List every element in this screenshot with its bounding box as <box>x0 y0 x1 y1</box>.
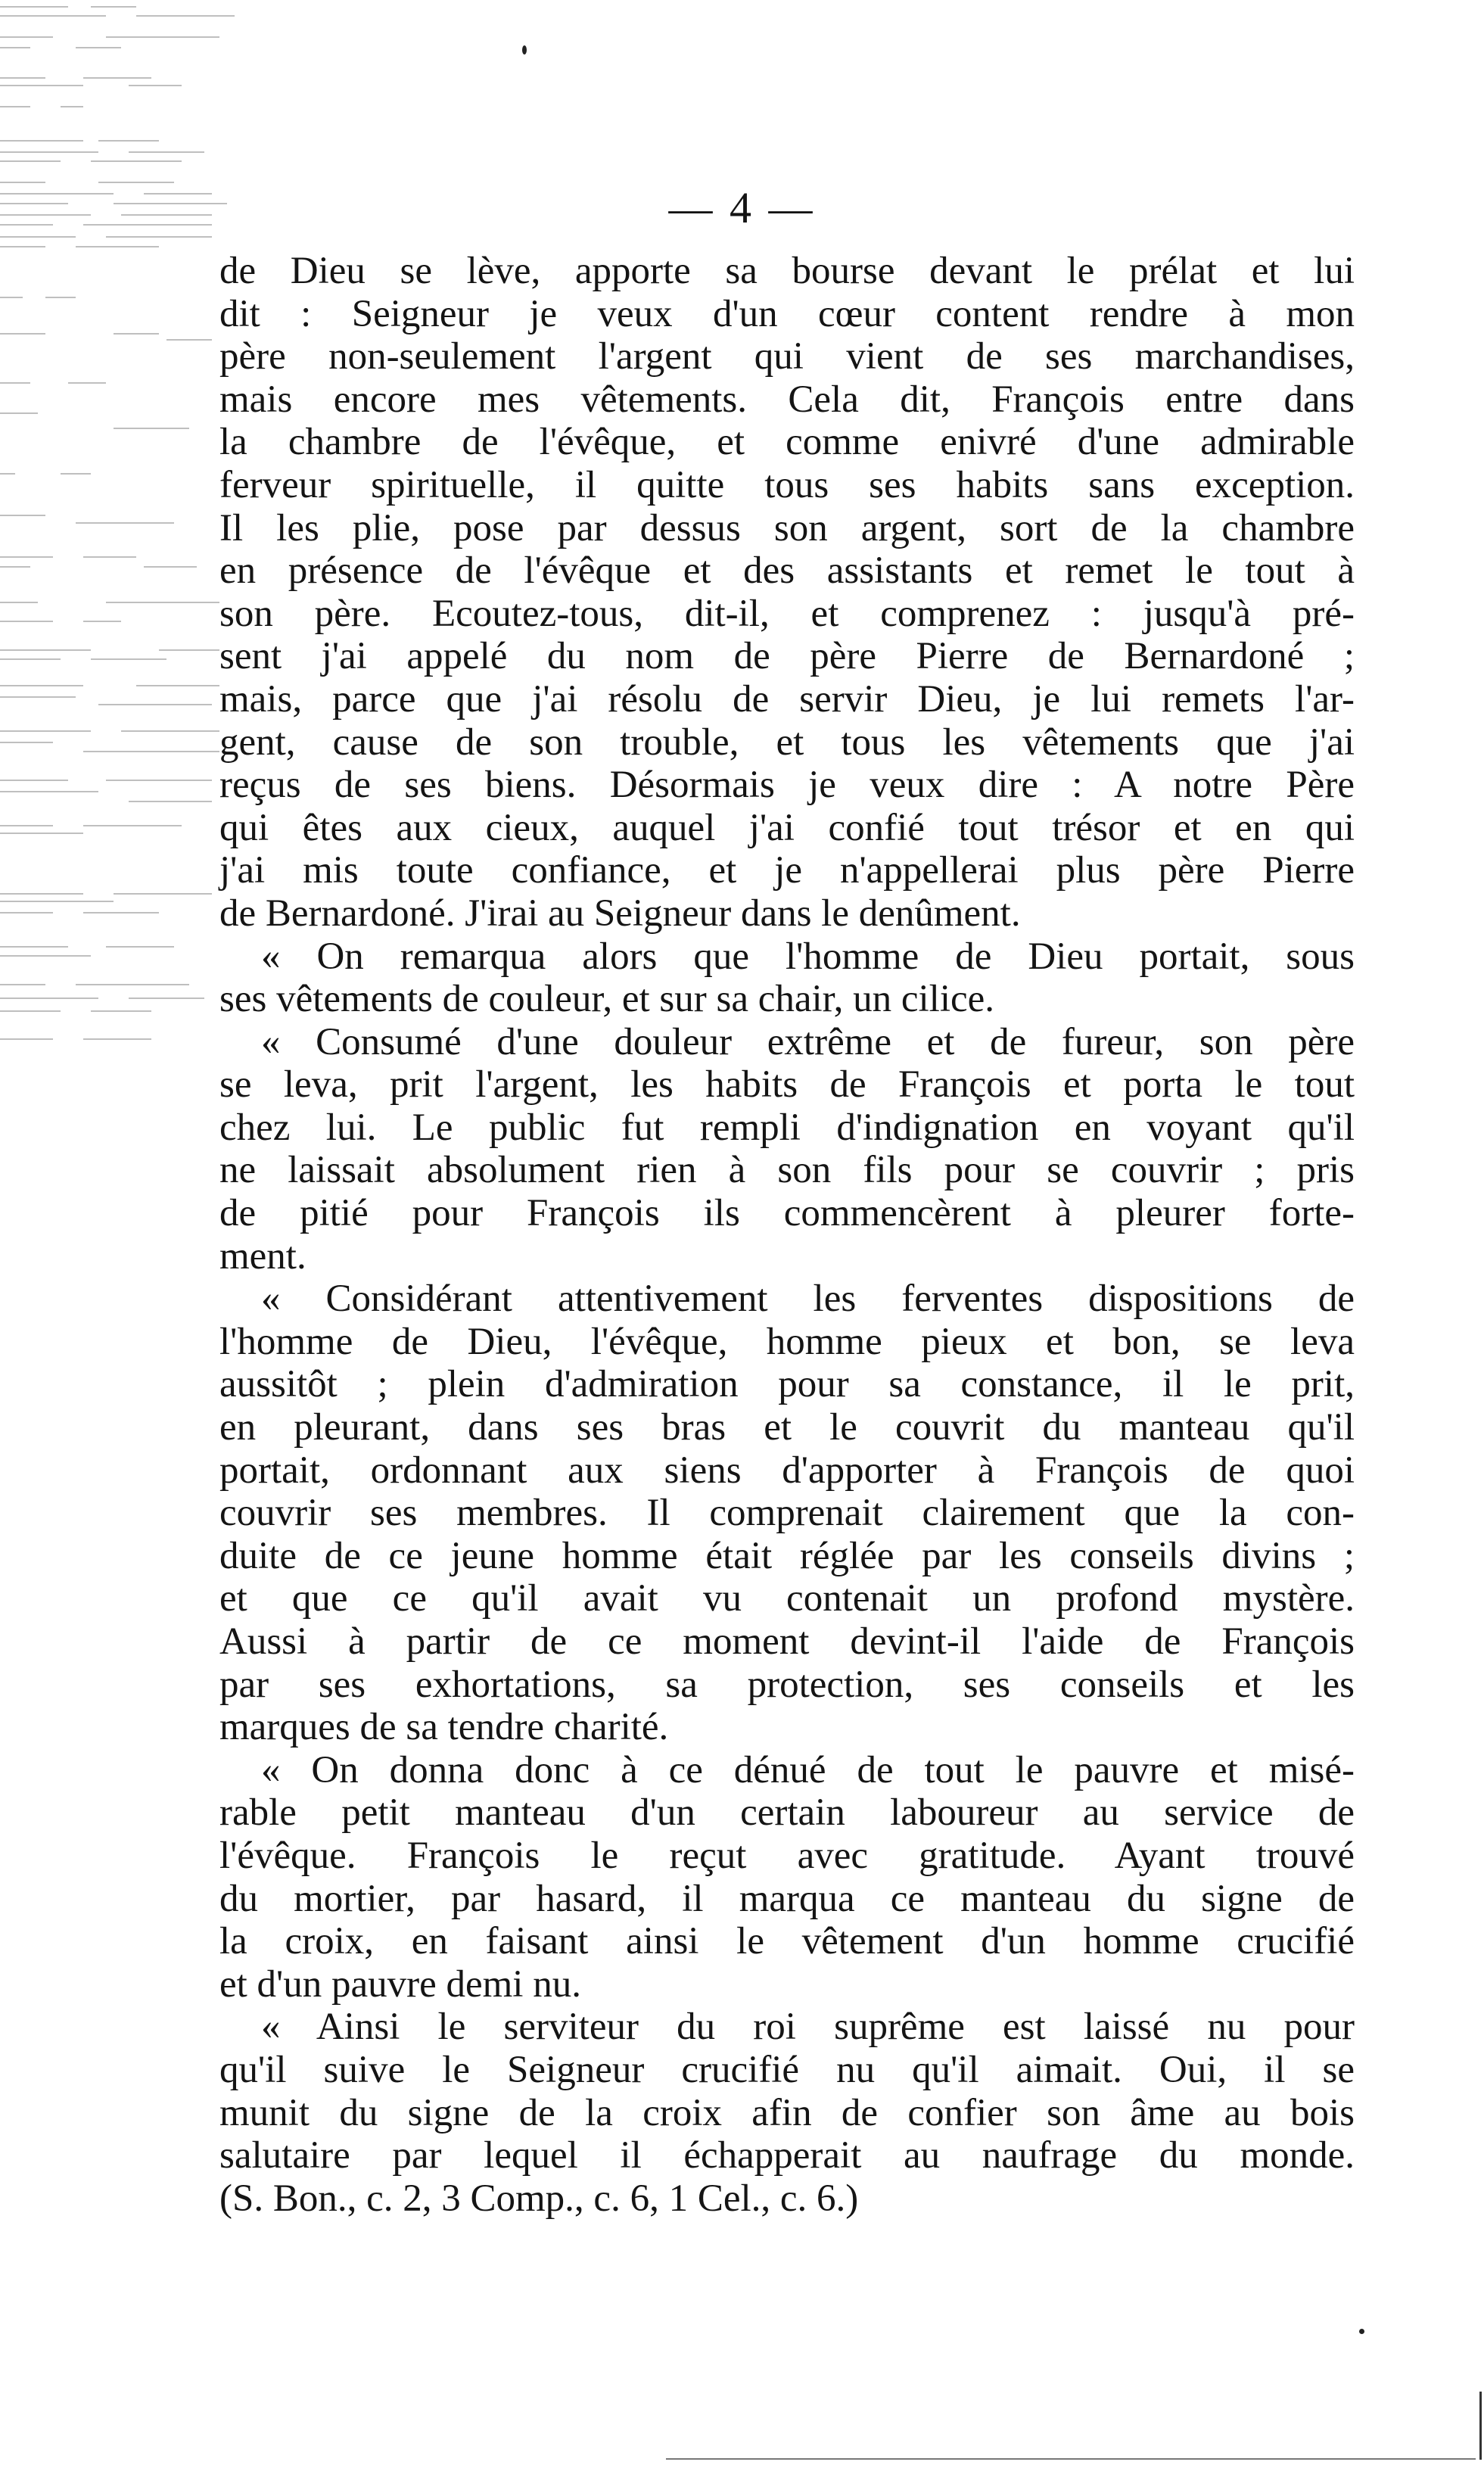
bleed-dash <box>0 412 38 414</box>
page-edge-mark <box>1479 2392 1482 2460</box>
text-line: j'ai mis toute confiance, et je n'appellerai plus père Pierre <box>219 849 1355 892</box>
bleed-dash <box>0 730 91 732</box>
bleed-dash <box>0 6 68 8</box>
bleed-dash <box>0 1038 53 1040</box>
bleed-dash <box>0 36 53 38</box>
text-line: munit du signe de la croix afin de confier son âme au bois <box>219 2091 1355 2134</box>
bleed-dash <box>0 742 53 743</box>
bleed-dash <box>0 833 83 834</box>
bleed-dash <box>91 160 182 162</box>
bleed-dash <box>0 621 53 622</box>
text-line: mais, parce que j'ai résolu de servir Dieu, je lui remets l'ar- <box>219 677 1355 721</box>
text-line: de pitié pour François ils commencèrent à pleurer forte- <box>219 1192 1355 1235</box>
text-line: qui êtes aux cieux, auquel j'ai confié tout trésor et en qui <box>219 806 1355 849</box>
bleed-dash <box>83 621 121 622</box>
text-line: ses vêtements de couleur, et sur sa chair, un cilice. <box>219 978 995 1021</box>
bleed-dash <box>83 77 151 79</box>
bleed-dash <box>159 649 219 651</box>
text-line: en présence de l'évêque et des assistants et remet le tout à <box>219 549 1355 593</box>
bleed-dash <box>106 946 174 948</box>
bleed-dash <box>0 382 30 384</box>
bleed-dash <box>0 946 68 948</box>
text-line: de Bernardoné. J'irai au Seigneur dans le denûment. <box>219 892 1021 935</box>
text-line: « On remarqua alors que l'homme de Dieu portait, sous <box>261 935 1355 978</box>
scan-speck <box>1359 2329 1364 2334</box>
bleed-dash <box>106 780 212 781</box>
bleed-dash <box>136 685 219 686</box>
bleed-dash <box>76 984 189 985</box>
bleed-dash <box>0 566 30 568</box>
text-line: sent j'ai appelé du nom de père Pierre de Bernardoné ; <box>219 635 1355 678</box>
bleed-dash <box>0 955 91 957</box>
bleed-dash <box>114 893 212 895</box>
paragraph <box>219 1749 1355 2006</box>
text-line: aussitôt ; plein d'admiration pour sa constance, il le prit, <box>219 1363 1355 1406</box>
paragraph <box>219 2006 1355 2220</box>
text-line: « On donna donc à ce dénué de tout le pauvre et misé- <box>261 1748 1355 1791</box>
paragraph <box>219 1021 1355 1278</box>
text-line: et d'un pauvre demi nu. <box>219 1962 581 2006</box>
bleed-dash <box>61 473 91 475</box>
bleed-dash <box>0 696 76 698</box>
text-line: « Considérant attentivement les ferventes dispositions de <box>261 1278 1355 1321</box>
text-line: en pleurant, dans ses bras et le couvrit du manteau qu'il <box>219 1406 1355 1449</box>
bleed-dash <box>83 825 182 826</box>
text-line: et que ce qu'il avait vu contenait un profond mystère. <box>219 1577 1355 1620</box>
bleed-dash <box>0 515 45 516</box>
text-line: portait, ordonnant aux siens d'apporter à François de quoi <box>219 1449 1355 1492</box>
text-line: de Dieu se lève, apporte sa bourse devant le prélat et lui <box>219 250 1355 292</box>
bleed-dash <box>0 649 91 651</box>
bleed-dash <box>83 556 136 558</box>
bleed-dash <box>83 1038 151 1040</box>
page-number: — 4 — <box>668 183 816 232</box>
text-line: par ses exhortations, sa protection, ses conseils et les <box>219 1663 1355 1706</box>
text-line: dit : Seigneur je veux d'un cœur content rendre à mon <box>219 292 1355 335</box>
text-line: ment. <box>219 1234 306 1278</box>
bleed-dash <box>91 6 136 8</box>
body-text <box>219 250 1355 2220</box>
bleed-dash <box>91 658 166 660</box>
text-line: (S. Bon., c. 2, 3 Comp., c. 6, 1 Cel., c. 6.) <box>219 2177 859 2220</box>
bleed-dash <box>0 246 45 247</box>
bleed-dash <box>0 912 53 913</box>
paragraph <box>219 1278 1355 1749</box>
bleed-dash <box>0 791 98 792</box>
text-line: rable petit manteau d'un certain laboureur au service de <box>219 1791 1355 1835</box>
text-line: chez lui. Le public fut rempli d'indignation en voyant qu'il <box>219 1106 1355 1149</box>
text-line: père non-seulement l'argent qui vient de ses marchandises, <box>219 335 1355 378</box>
bleed-dash <box>129 998 204 999</box>
bleed-dash <box>0 151 98 153</box>
bleed-dash <box>0 984 45 985</box>
text-line: ne laissait absolument rien à son fils pour se couvrir ; pris <box>219 1149 1355 1192</box>
paragraph <box>219 250 1355 935</box>
bleed-dash <box>106 236 212 238</box>
text-line: la chambre de l'évêque, et comme enivré d'une admirable <box>219 421 1355 464</box>
text-line: qu'il suive le Seigneur crucifié nu qu'il aimait. Oui, il se <box>219 2048 1355 2091</box>
bleed-dash <box>0 15 106 17</box>
bleed-dash <box>0 602 38 603</box>
text-line: la croix, en faisant ainsi le vêtement d'un homme crucifié <box>219 1920 1355 1963</box>
text-line: « Consumé d'une douleur extrême et de fureur, son père <box>261 1020 1355 1063</box>
bleed-dash <box>98 140 159 142</box>
bleed-dash <box>0 685 83 686</box>
text-line: couvrir ses membres. Il comprenait clairement que la con- <box>219 1492 1355 1535</box>
bleed-dash <box>136 15 235 17</box>
bleed-dash <box>0 901 114 902</box>
bleed-dash <box>0 297 23 298</box>
bleed-dash <box>106 602 219 603</box>
bleed-dash <box>129 85 182 86</box>
bleed-dash <box>0 333 45 335</box>
bleed-dash <box>0 47 30 48</box>
bleed-dash <box>166 339 212 341</box>
bleed-dash <box>0 236 76 238</box>
page-bottom-edge <box>666 2458 1476 2460</box>
text-line: se leva, prit l'argent, les habits de François et porta le tout <box>219 1063 1355 1106</box>
bleed-dash <box>114 428 189 429</box>
paragraph <box>219 935 1355 1021</box>
bleed-dash <box>0 1010 61 1012</box>
scan-speck <box>522 45 527 54</box>
bleed-dash <box>98 704 212 705</box>
bleed-dash <box>144 566 197 568</box>
bleed-dash <box>0 85 83 86</box>
bleed-dash <box>0 825 53 826</box>
text-line: du mortier, par hasard, il marqua ce manteau du signe de <box>219 1877 1355 1920</box>
bleed-dash <box>45 297 76 298</box>
bleed-dash <box>76 246 159 247</box>
text-line: gent, cause de son trouble, et tous les vêtements que j'ai <box>219 721 1355 764</box>
bleed-dash <box>68 382 106 384</box>
bleed-dash <box>0 780 68 781</box>
bleed-dash <box>0 77 45 79</box>
text-line: Aussi à partir de ce moment devint-il l'aide de François <box>219 1620 1355 1663</box>
text-line: salutaire par lequel il échapperait au naufrage du monde. <box>219 2134 1355 2177</box>
bleed-dash <box>0 106 30 107</box>
bleed-dash <box>0 473 15 475</box>
bleed-dash <box>61 106 83 107</box>
text-line: l'évêque. François le reçut avec gratitude. Ayant trouvé <box>219 1834 1355 1877</box>
bleed-dash <box>83 751 219 752</box>
bleed-dash <box>0 160 61 162</box>
bleed-dash <box>76 522 174 524</box>
text-line: son père. Ecoutez-tous, dit-il, et comprenez : jusqu'à pré- <box>219 592 1355 635</box>
bleed-dash <box>0 998 98 999</box>
bleed-dash <box>129 801 212 802</box>
bleed-dash <box>0 658 61 660</box>
text-line: l'homme de Dieu, l'évêque, homme pieux et bon, se leva <box>219 1320 1355 1363</box>
text-line: « Ainsi le serviteur du roi suprême est laissé nu pour <box>261 2006 1355 2049</box>
bleed-dash <box>0 140 83 142</box>
text-line: mais encore mes vêtements. Cela dit, François entre dans <box>219 378 1355 421</box>
bleed-dash <box>83 912 159 913</box>
bleed-dash <box>91 1010 151 1012</box>
bleed-dash <box>0 893 83 895</box>
bleed-dash <box>106 36 219 38</box>
text-line: Il les plie, pose par dessus son argent, sort de la chambre <box>219 506 1355 549</box>
bleed-dash <box>129 151 204 153</box>
text-line: ferveur spirituelle, il quitte tous ses habits sans exception. <box>219 463 1355 506</box>
text-line: duite de ce jeune homme était réglée par les conseils divins ; <box>219 1534 1355 1577</box>
bleed-dash <box>76 47 121 48</box>
text-line: marques de sa tendre charité. <box>219 1706 669 1749</box>
text-line: reçus de ses biens. Désormais je veux dire : A notre Père <box>219 764 1355 807</box>
bleed-dash <box>0 556 53 558</box>
bleed-dash <box>114 333 159 335</box>
bleed-dash <box>121 730 219 732</box>
